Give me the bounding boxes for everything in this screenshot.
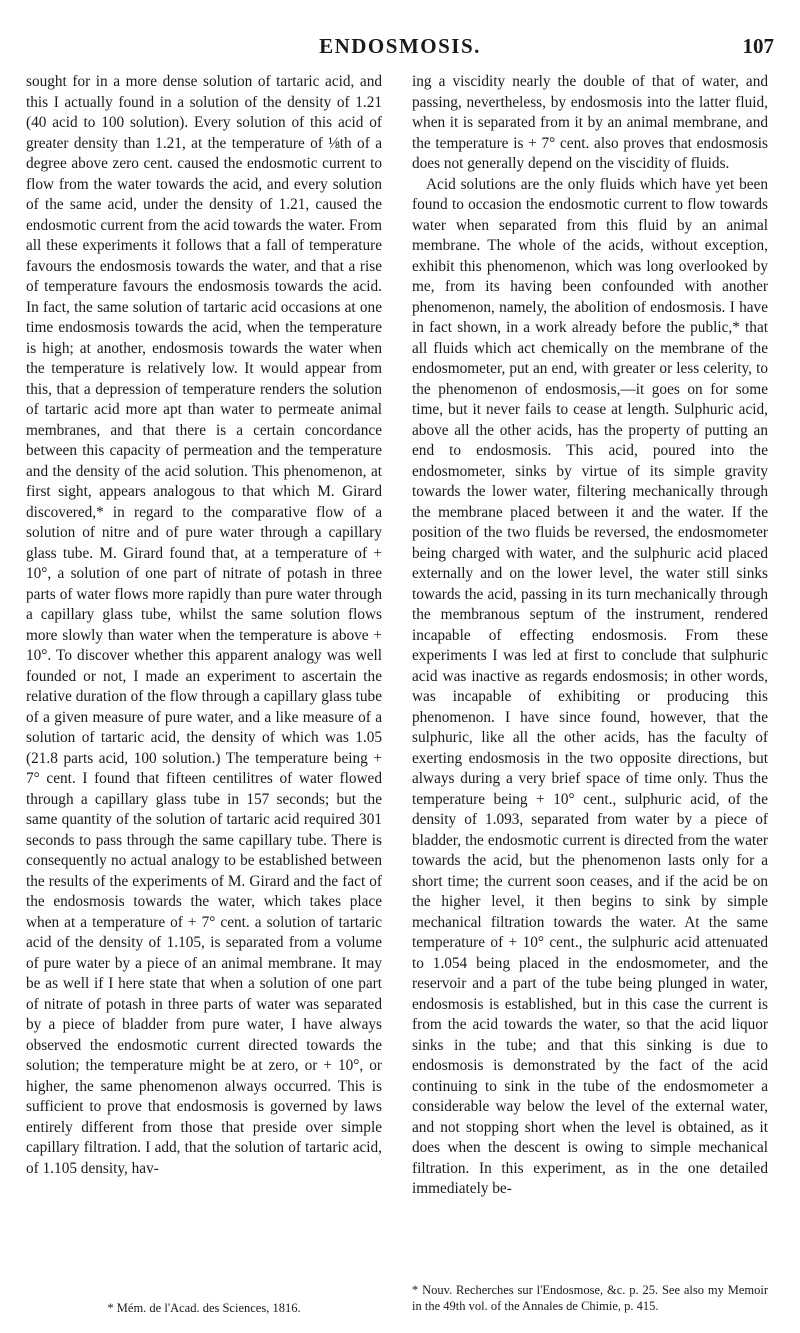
running-title: ENDOSMOSIS.	[319, 34, 481, 58]
right-paragraph-2: Acid solutions are the only fluids which have yet been found to occasion the endosmotic current to flow towards water when separated from this fluid by an animal membrane. The whole of the acids, without exception, exhibit this phenomenon, which was long overlooked by me, from its having been confounded with another phenomenon, namely, the abolition of endosmosis. I have in fact shown, in a work already before the public,* that all fluids which act chemically on the membrane of the endosmometer, put an end, with greater or less celerity, to the phenomenon of endosmosis,—it goes on for some time, but it never fails to cease at length. Sulphuric acid, above all the other acids, has the property of putting an end to endosmosis. This acid, poured into the endosmometer, sinks by virtue of its simple gravity towards the lower water, filtering mechanically through the membrane placed between it and the water. If the position of the two fluids be reversed, the endosmometer being charged with water, and the sulphuric acid placed externally and on the lower level, the water still sinks towards the acid, passing in its turn mechanically through the membranous septum of the instrument, rendered incapable of effecting endosmosis. From these experiments I was led at first to conclude that sulphuric acid was inactive as regards endosmosis; in other words, was incapable of exhibiting or producing this phenomenon. I have since found, however, that the sulphuric, like all the other acids, has the faculty of exerting endosmosis in the two opposite directions, but always during a very brief space of time only. Thus the temperature being + 10° cent., sulphuric acid, of the density of 1.093, separated from water by a piece of bladder, the endosmotic current is directed from the water towards the acid, but the phenomenon lasts only for a short time; the current soon ceases, and if the acid be on the higher level, it then begins to sink by simple mechanical filtration towards the water. At the same temperature of + 10° cent., the sulphuric acid attenuated to 1.054 being placed in the endosmometer, and the reservoir and a part of the tube being plunged in water, endosmosis is established, but in this case the current is from the acid towards the water, so that the acid liquor sinks in the tube; and that this sinking is due to endosmosis is demonstrated by the fact of the acid continuing to sink in the tube of the endosmometer a considerable way below the level of the external water, and not stopping short when the level is obtained, as it does when the descent is owing to simple mechanical filtration. In this experiment, as in the one detailed immediately be-	[412, 175, 768, 1197]
left-column	[26, 72, 382, 1179]
footnote-left: * Mém. de l'Acad. des Sciences, 1816.	[107, 1301, 301, 1315]
left-paragraph-1: sought for in a more dense solution of tartaric acid, and this I actually found in a solution of the density of 1.21 (40 acid to 100 solution). Every solution of this acid of greater density than 1.21, at the temperature of ⅛th of a degree above zero cent. caused the endosmotic current to flow from the water towards the acid, and every solution of the same acid, under the density of 1.21, caused the endosmotic current from the acid towards the water. From all these experiments it follows that a fall of temperature favours the endosmosis towards the water, and that a rise of temperature favours the endosmosis towards the acid. In fact, the same solution of tartaric acid occasions at one time endosmosis towards the acid, when the temperature is high; at another, endosmosis towards the water when the temperature is relatively low. It would appear from this, that a depression of temperature renders the solution of tartaric acid more apt than water to permeate animal membranes, and that there is a certain concordance between this capacity of permeation and the temperature and the density of the acid solution. This phenomenon, at first sight, appears analogous to that which M. Girard discovered,* in regard to the comparative flow of a solution of nitre and of pure water through a capillary glass tube. M. Girard found that, at a temperature of + 10°, a solution of one part of nitrate of potash in three parts of water flows more rapidly than pure water through a capillary glass tube, whilst the same solution flows more slowly than water when the temperature is above + 10°. To discover whether this apparent analogy was well founded or not, I made an experiment to ascertain the relative duration of the flow through a capillary glass tube of a given measure of pure water, and a like measure of a solution of tartaric acid, the density of which was 1.05 (21.8 parts acid, 100 solution.) The temperature being + 7° cent. I found that fifteen centilitres of water flowed through a capillary glass tube in 157 seconds; but the same quantity of the solution of tartaric acid required 301 seconds to pass through the same capillary tube. There is consequently no actual analogy to be established between the results of the experiments of M. Girard and the fact of the endosmosis towards the water, which takes place when at a temperature of + 7° cent. a solution of tartaric acid of the density of 1.105, is separated from a volume of pure water by a piece of an animal membrane. It may be as well if I here state that when a solution of one part of nitrate of potash in three parts of water was separated by a piece of bladder from pure water, I have always observed the endosmotic current directed towards the solution; the temperature might be at zero, or + 10°, or higher, the same phenomenon always occurred. This is sufficient to prove that endosmosis is governed by laws entirely different from those that preside over simple capillary filtration. I add, that the solution of tartaric acid, of 1.105 density, hav-	[26, 73, 382, 1177]
page-header	[0, 34, 800, 64]
footnote-right: * Nouv. Recherches sur l'Endosmose, &c. p. 25. See also my Memoir in the 49th vol. of the Annales de Chimie, p. 415.	[412, 1283, 768, 1313]
right-column	[412, 72, 768, 1200]
page-number: 107	[742, 34, 774, 58]
right-paragraph-1: ing a viscidity nearly the double of that of water, and passing, nevertheless, by endosmosis into the latter fluid, when it is separated from it by an animal membrane, and the temperature is + 7° cent. also proves that endosmosis does not generally depend on the viscidity of fluids.	[412, 73, 768, 172]
